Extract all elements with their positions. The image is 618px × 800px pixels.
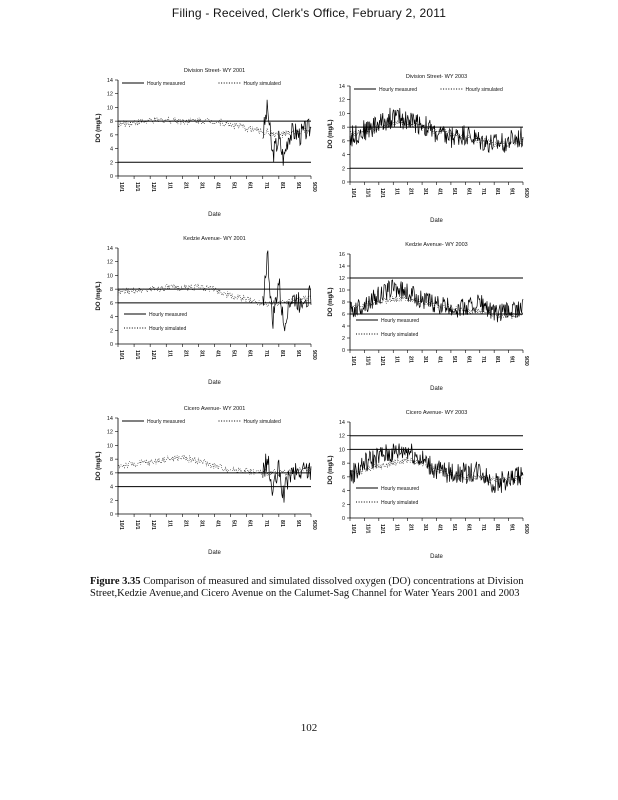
y-tick-label: 2 (109, 498, 113, 505)
x-tick-label: 4/1 (436, 356, 443, 363)
x-tick-label: 11/1 (134, 182, 141, 192)
x-tick-label: 7/1 (479, 524, 486, 531)
x-tick-label: 11/1 (364, 188, 371, 198)
x-tick-label: 7/1 (479, 188, 486, 195)
y-axis-label: DO (mg/L) (96, 451, 102, 481)
x-tick-label: 9/30 (523, 356, 529, 366)
y-tick-label: 14 (106, 78, 113, 84)
y-tick-label: 14 (338, 264, 345, 270)
page-number: 102 (300, 722, 318, 734)
y-tick-label: 8 (341, 125, 345, 132)
x-tick-label: 7/1 (262, 350, 269, 357)
x-tick-label: 9/30 (311, 182, 317, 192)
y-tick-label: 10 (106, 273, 113, 280)
x-tick-label: 2/1 (182, 350, 189, 357)
x-tick-label: 4/1 (214, 520, 221, 527)
x-tick-label: 3/1 (198, 182, 205, 189)
legend-label: Hourly simulated (243, 419, 281, 425)
x-tick-label: 11/1 (134, 350, 141, 360)
y-tick-label: 8 (109, 287, 113, 294)
y-tick-label: 6 (109, 132, 113, 139)
x-tick-label: 3/1 (198, 520, 205, 527)
y-tick-label: 6 (341, 312, 345, 318)
chart-title: Cicero Avenue- WY 2001 (183, 406, 246, 412)
x-tick-label: 3/1 (422, 524, 429, 531)
legend-label: Hourly simulated (381, 332, 419, 338)
measured-series-line (263, 100, 311, 166)
y-tick-label: 14 (106, 416, 113, 422)
measured-series-line (350, 444, 523, 494)
y-tick-label: 0 (341, 516, 345, 522)
x-tick-label: 5/1 (450, 188, 457, 195)
y-tick-label: 14 (338, 420, 345, 426)
y-tick-label: 12 (338, 433, 345, 440)
x-tick-label: 11/1 (364, 524, 371, 534)
x-tick-label: 10/1 (350, 524, 356, 534)
x-tick-label: 2/1 (407, 524, 414, 531)
legend-label: Hourly measured (147, 419, 186, 425)
x-tick-label: 5/1 (230, 182, 237, 189)
x-tick-label: 11/1 (364, 356, 371, 366)
x-tick-label: 9/30 (523, 524, 529, 534)
x-tick-label: 10/1 (118, 350, 124, 360)
y-tick-label: 14 (338, 84, 345, 90)
x-tick-label: 9/1 (508, 356, 515, 363)
y-tick-label: 6 (341, 138, 345, 145)
x-tick-label: 1/1 (166, 520, 173, 527)
x-tick-label: 1/1 (393, 524, 400, 531)
y-tick-label: 2 (341, 166, 345, 173)
x-tick-label: 4/1 (214, 350, 221, 357)
y-tick-label: 8 (341, 300, 345, 306)
y-axis-label: DO (mg/L) (96, 113, 102, 143)
x-tick-label: 5/1 (450, 524, 457, 531)
y-tick-label: 2 (109, 160, 113, 167)
x-tick-label: 9/30 (311, 520, 317, 530)
chart-title: Kedzie Avenue- WY 2003 (405, 242, 468, 248)
chart-cicero-2003 (320, 404, 535, 564)
x-tick-label: 9/1 (294, 520, 301, 527)
x-tick-label: 7/1 (479, 356, 486, 363)
x-tick-label: 9/1 (294, 182, 301, 189)
y-tick-label: 14 (106, 246, 113, 252)
x-tick-label: 2/1 (182, 520, 189, 527)
x-tick-label: 10/1 (350, 356, 356, 366)
x-tick-label: 8/1 (278, 182, 285, 189)
x-tick-label: 8/1 (278, 350, 285, 357)
y-tick-label: 4 (109, 314, 113, 321)
y-axis-label: DO (mg/L) (328, 119, 334, 149)
x-tick-label: 3/1 (422, 188, 429, 195)
x-tick-label: 6/1 (465, 524, 472, 531)
x-tick-label: 5/1 (230, 520, 237, 527)
figure-caption (90, 576, 530, 600)
x-tick-label: 12/1 (150, 520, 157, 530)
legend-label: Hourly measured (379, 87, 418, 93)
measured-series-line (263, 454, 311, 503)
simulated-series-line (118, 117, 311, 137)
y-tick-label: 2 (341, 336, 345, 342)
y-tick-label: 4 (109, 146, 113, 153)
y-tick-label: 4 (341, 324, 345, 330)
y-tick-label: 12 (106, 429, 113, 436)
x-tick-label: 9/1 (508, 524, 515, 531)
y-tick-label: 0 (341, 180, 345, 186)
chart-title: Cicero Avenue- WY 2003 (405, 410, 468, 416)
y-tick-label: 8 (109, 119, 113, 126)
y-tick-label: 2 (341, 502, 345, 509)
y-tick-label: 10 (106, 105, 113, 112)
legend-label: Hourly measured (147, 81, 186, 87)
y-tick-label: 12 (106, 91, 113, 98)
y-tick-label: 4 (341, 152, 345, 159)
y-axis-label: DO (mg/L) (328, 287, 334, 317)
y-tick-label: 0 (109, 512, 113, 518)
x-axis-label: Date (430, 386, 443, 392)
y-tick-label: 10 (338, 111, 345, 118)
x-tick-label: 2/1 (407, 188, 414, 195)
x-tick-label: 10/1 (118, 520, 124, 530)
figure-caption-text: Comparison of measured and simulated dissolved oxygen (DO) concentrations at Division Street,Kedzie Avenue,and Cicero Avenue on the Calumet-Sag Channel for Water Years 2001 and 2003 (90, 576, 524, 599)
x-tick-label: 4/1 (436, 188, 443, 195)
x-axis-label: Date (208, 380, 221, 386)
chart-title: Division Street- WY 2003 (405, 74, 468, 80)
legend-label: Hourly simulated (243, 81, 281, 87)
legend-label: Hourly simulated (465, 87, 503, 93)
x-tick-label: 8/1 (494, 188, 501, 195)
legend-label: Hourly measured (381, 486, 420, 492)
measured-series-line (263, 251, 311, 332)
legend-label: Hourly simulated (149, 326, 187, 332)
y-tick-label: 4 (341, 488, 345, 495)
x-tick-label: 5/1 (450, 356, 457, 363)
y-tick-label: 12 (106, 259, 113, 266)
x-tick-label: 3/1 (198, 350, 205, 357)
x-axis-label: Date (430, 218, 443, 224)
x-tick-label: 6/1 (246, 520, 253, 527)
x-tick-label: 2/1 (407, 356, 414, 363)
y-axis-label: DO (mg/L) (96, 281, 102, 311)
chart-kedzie-2001 (88, 230, 323, 390)
y-tick-label: 6 (341, 474, 345, 481)
x-axis-label: Date (430, 554, 443, 560)
page-header: Filing - Received, Clerk's Office, February 2, 2011 (171, 6, 447, 20)
y-tick-label: 6 (109, 300, 113, 307)
x-tick-label: 7/1 (262, 182, 269, 189)
x-tick-label: 1/1 (166, 350, 173, 357)
chart-title: Division Street- WY 2001 (183, 68, 246, 74)
x-tick-label: 1/1 (166, 182, 173, 189)
y-tick-label: 6 (109, 470, 113, 477)
x-tick-label: 7/1 (262, 520, 269, 527)
x-tick-label: 11/1 (134, 520, 141, 530)
x-tick-label: 2/1 (182, 182, 189, 189)
chart-division-2003 (320, 68, 535, 228)
x-axis-label: Date (208, 212, 221, 218)
y-tick-label: 8 (109, 457, 113, 464)
x-tick-label: 6/1 (246, 182, 253, 189)
x-tick-label: 12/1 (150, 182, 157, 192)
legend-label: Hourly measured (149, 312, 188, 318)
y-tick-label: 12 (338, 276, 345, 282)
chart-division-2001 (88, 62, 323, 222)
figure-label: Figure 3.35 (90, 576, 141, 587)
x-tick-label: 3/1 (422, 356, 429, 363)
y-tick-label: 16 (338, 252, 345, 258)
x-tick-label: 1/1 (393, 356, 400, 363)
x-tick-label: 9/30 (523, 188, 529, 198)
y-tick-label: 4 (109, 484, 113, 491)
legend-label: Hourly measured (381, 318, 420, 324)
x-tick-label: 8/1 (494, 524, 501, 531)
x-tick-label: 4/1 (214, 182, 221, 189)
x-tick-label: 6/1 (465, 188, 472, 195)
chart-title: Kedzie Avenue- WY 2001 (183, 236, 246, 242)
y-tick-label: 10 (106, 443, 113, 450)
x-tick-label: 9/1 (508, 188, 515, 195)
x-tick-label: 12/1 (150, 350, 157, 360)
legend-label: Hourly simulated (381, 500, 419, 506)
x-tick-label: 9/30 (311, 350, 317, 360)
y-tick-label: 0 (109, 342, 113, 348)
x-tick-label: 12/1 (378, 188, 385, 198)
chart-kedzie-2003 (320, 236, 535, 396)
x-tick-label: 6/1 (246, 350, 253, 357)
y-tick-label: 10 (338, 447, 345, 454)
x-tick-label: 9/1 (294, 350, 301, 357)
x-tick-label: 4/1 (436, 524, 443, 531)
y-axis-label: DO (mg/L) (328, 455, 334, 485)
y-tick-label: 2 (109, 328, 113, 335)
x-tick-label: 10/1 (350, 188, 356, 198)
x-tick-label: 6/1 (465, 356, 472, 363)
y-tick-label: 12 (338, 97, 345, 104)
x-tick-label: 12/1 (378, 524, 385, 534)
y-tick-label: 8 (341, 461, 345, 468)
x-tick-label: 1/1 (393, 188, 400, 195)
x-tick-label: 10/1 (118, 182, 124, 192)
x-tick-label: 8/1 (278, 520, 285, 527)
x-tick-label: 8/1 (494, 356, 501, 363)
y-tick-label: 0 (341, 348, 345, 354)
chart-cicero-2001 (88, 400, 323, 560)
y-tick-label: 0 (109, 174, 113, 180)
x-tick-label: 5/1 (230, 350, 237, 357)
x-axis-label: Date (208, 550, 221, 556)
y-tick-label: 10 (338, 288, 345, 294)
measured-series-line (350, 280, 523, 322)
x-tick-label: 12/1 (378, 356, 385, 366)
